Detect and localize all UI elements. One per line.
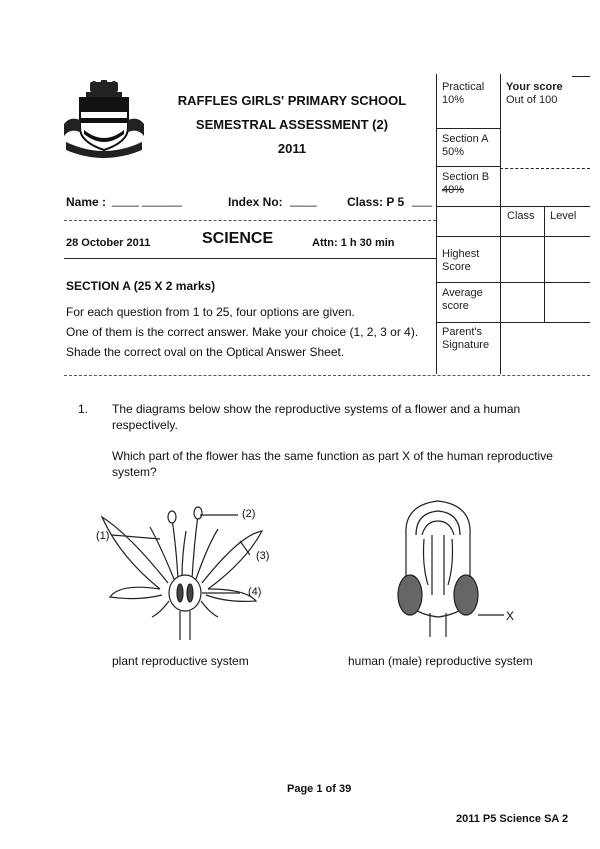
question-ask: Which part of the flower has the same function as part X of the human reproductive: [112, 449, 553, 463]
exam-subject: SCIENCE: [202, 230, 274, 247]
human-reproductive-diagram: [376, 495, 516, 640]
flower-label-3: (3): [256, 550, 270, 562]
class-label: Class: P 5: [347, 195, 405, 209]
question-stem: The diagrams below show the reproductive systems of a flower and a human: [112, 402, 521, 416]
question-ask: system?: [112, 465, 157, 479]
page-number: Page 1 of 39: [287, 783, 352, 795]
flower-label-2: (2): [242, 508, 256, 520]
highest-score-label: Highest: [442, 248, 480, 260]
average-score-label: score: [442, 300, 469, 312]
your-score-label: Your score: [506, 81, 563, 93]
instruction-line: For each question from 1 to 25, four options are given.: [66, 305, 355, 319]
flower-diagram: [90, 505, 280, 640]
out-of-label: Out of 100: [506, 94, 558, 106]
instruction-line: One of them is the correct answer. Make your choice (1, 2, 3 or 4).: [66, 325, 419, 339]
section-a-percent: 50%: [442, 146, 465, 158]
flower-label-1: (1): [96, 530, 110, 542]
human-caption: human (male) reproductive system: [348, 654, 533, 668]
level-column-label: Level: [550, 210, 577, 222]
human-label-x: X: [506, 609, 515, 623]
practical-percent: 10%: [442, 94, 465, 106]
parent-signature-label: Parent's: [442, 326, 483, 338]
instruction-line: Shade the correct oval on the Optical Answer Sheet.: [66, 345, 345, 359]
exam-duration: Attn: 1 h 30 min: [312, 237, 395, 249]
practical-label: Practical: [442, 81, 485, 93]
school-name: RAFFLES GIRLS' PRIMARY SCHOOL: [177, 93, 407, 108]
section-b-percent: 40%: [442, 184, 465, 196]
section-a-label: Section A: [442, 133, 489, 145]
highest-score-label: Score: [442, 261, 471, 273]
section-b-label: Section B: [442, 171, 490, 183]
section-title: SECTION A (25 X 2 marks): [66, 279, 216, 293]
assessment-year: 2011: [277, 141, 307, 156]
index-blank[interactable]: ____: [290, 193, 317, 207]
parent-signature-label: Signature: [442, 339, 490, 351]
flower-caption: plant reproductive system: [112, 654, 249, 668]
index-label: Index No:: [228, 195, 283, 209]
school-crest-icon: [60, 80, 148, 160]
class-blank[interactable]: ___: [412, 193, 433, 207]
question-stem: respectively.: [112, 418, 178, 432]
exam-date: 28 October 2011: [66, 237, 151, 249]
question-number: 1.: [78, 402, 89, 416]
name-blank[interactable]: ____ ______: [112, 193, 183, 207]
assessment-title: SEMESTRAL ASSESSMENT (2): [195, 117, 389, 132]
flower-label-4: (4): [248, 586, 262, 598]
class-column-label: Class: [507, 210, 535, 222]
average-score-label: Average: [442, 287, 483, 299]
name-label: Name :: [66, 195, 107, 209]
paper-code: 2011 P5 Science SA 2: [456, 813, 569, 825]
